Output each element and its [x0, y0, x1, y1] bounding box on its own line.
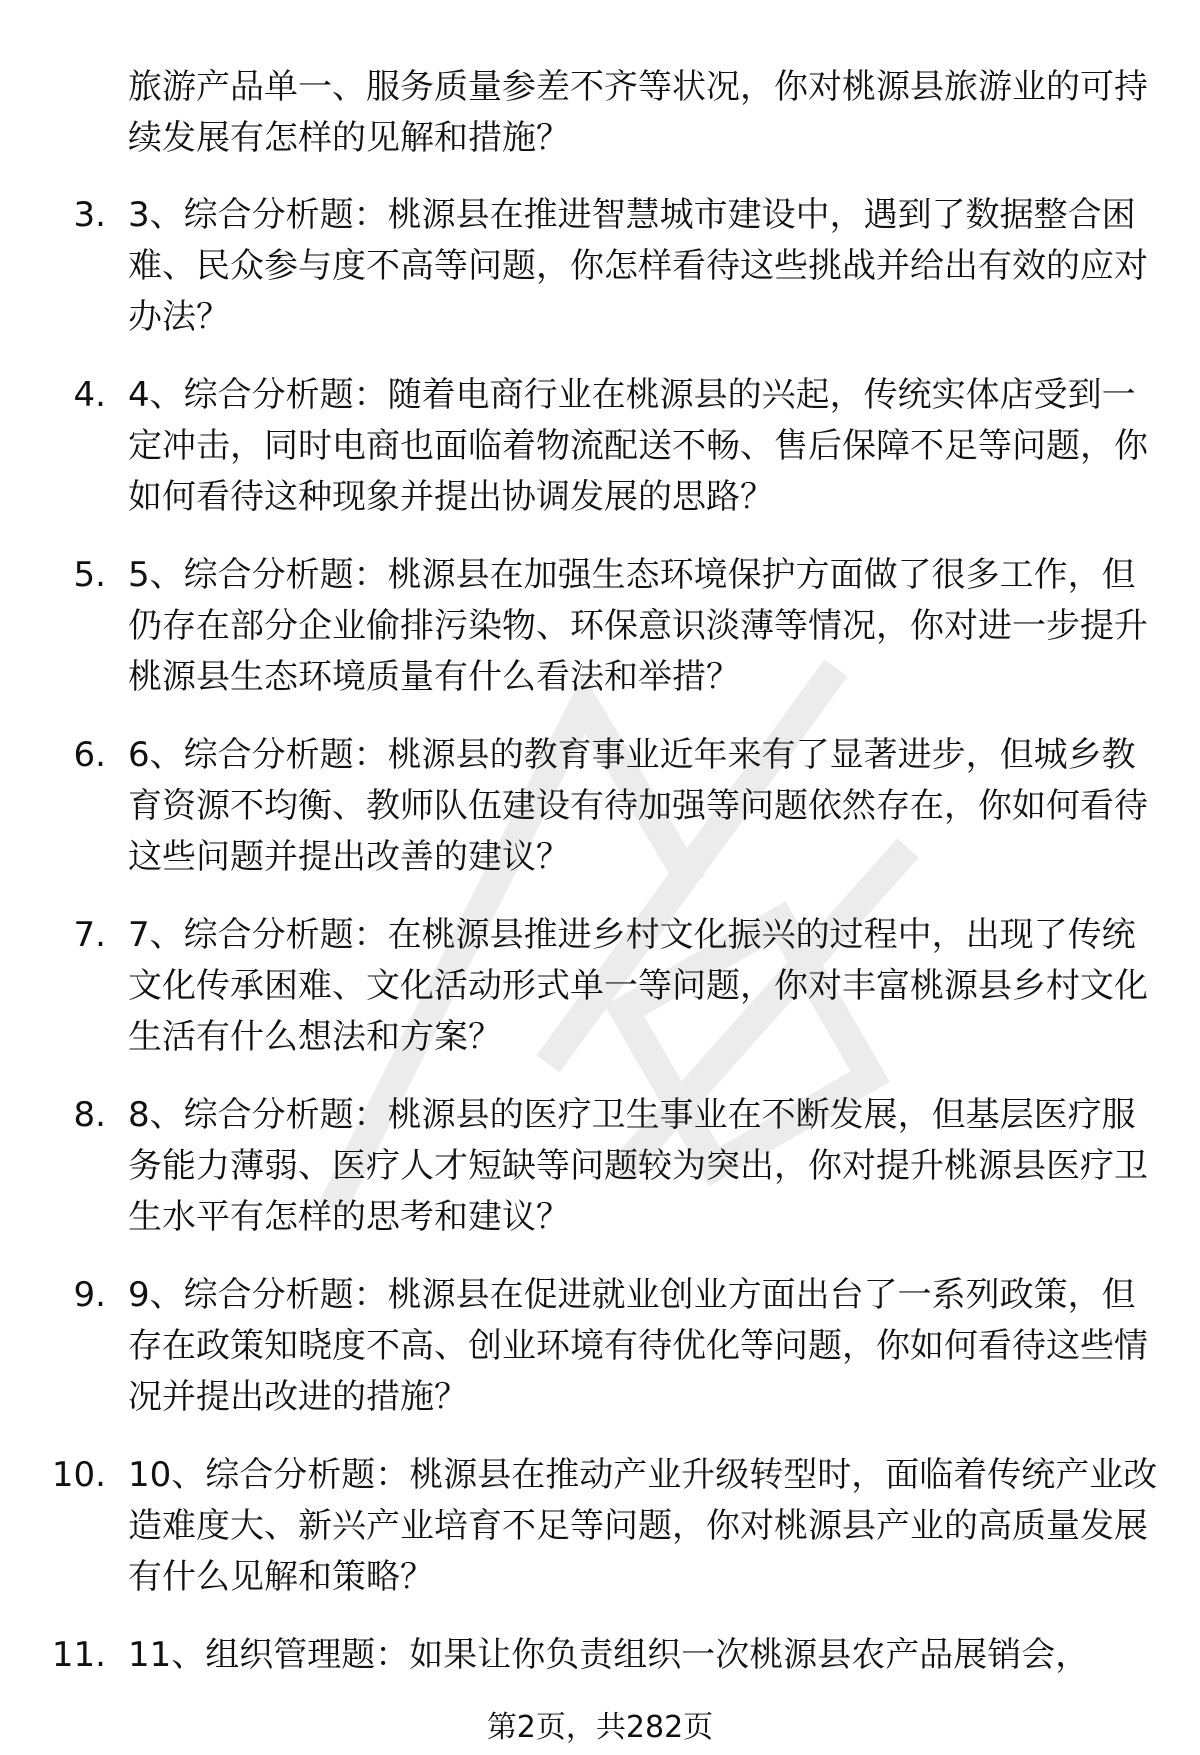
list-item-text: 7、综合分析题：在桃源县推进乡村文化振兴的过程中，出现了传统文化传承困难、文化活动形式单一等问题，你对丰富桃源县乡村文化生活有什么想法和方案？ — [128, 915, 1148, 1057]
list-item-number: 7. — [73, 915, 106, 955]
list-item — [0, 730, 1200, 883]
list-item — [0, 1630, 1200, 1681]
list-item-text: 3、综合分析题：桃源县在推进智慧城市建设中，遇到了数据整合困难、民众参与度不高等问题，你怎样看待这些挑战并给出有效的应对办法？ — [128, 195, 1148, 337]
list-item-text: 8、综合分析题：桃源县的医疗卫生事业在不断发展，但基层医疗服务能力薄弱、医疗人才短缺等问题较为突出，你对提升桃源县医疗卫生水平有怎样的思考和建议？ — [128, 1095, 1148, 1237]
list-item-text: 11、组织管理题：如果让你负责组织一次桃源县农产品展销会， — [128, 1635, 1090, 1675]
question-list — [0, 190, 1200, 1708]
list-item — [0, 910, 1200, 1063]
list-item-number: 10. — [51, 1455, 106, 1495]
list-item — [0, 190, 1200, 343]
list-item — [0, 1450, 1200, 1603]
list-item-number: 8. — [73, 1095, 106, 1135]
list-item-number: 9. — [73, 1275, 106, 1315]
list-item-number: 6. — [73, 735, 106, 775]
list-item — [0, 370, 1200, 523]
list-item-text: 6、综合分析题：桃源县的教育事业近年来有了显著进步，但城乡教育资源不均衡、教师队伍建设有待加强等问题依然存在，你如何看待这些问题并提出改善的建议？ — [128, 735, 1148, 877]
list-item-number: 5. — [73, 555, 106, 595]
list-item-number: 11. — [51, 1635, 106, 1675]
list-item-number: 3. — [73, 195, 106, 235]
list-item — [0, 1270, 1200, 1423]
list-item — [0, 1090, 1200, 1243]
list-item — [0, 550, 1200, 703]
list-item-text: 9、综合分析题：桃源县在促进就业创业方面出台了一系列政策，但存在政策知晓度不高、创业环境有待优化等问题，你如何看待这些情况并提出改进的措施？ — [128, 1275, 1148, 1417]
list-item-text: 4、综合分析题：随着电商行业在桃源县的兴起，传统实体店受到一定冲击，同时电商也面临着物流配送不畅、售后保障不足等问题，你如何看待这种现象并提出协调发展的思路？ — [128, 375, 1148, 517]
list-item-text: 5、综合分析题：桃源县在加强生态环境保护方面做了很多工作，但仍存在部分企业偷排污染物、环保意识淡薄等情况，你对进一步提升桃源县生态环境质量有什么看法和举措？ — [128, 555, 1148, 697]
page-footer: 第2页，共282页 — [486, 1710, 714, 1745]
list-item-text: 10、综合分析题：桃源县在推动产业升级转型时，面临着传统产业改造难度大、新兴产业培育不足等问题，你对桃源县产业的高质量发展有什么见解和策略？ — [128, 1455, 1158, 1597]
list-item-number: 4. — [73, 375, 106, 415]
continued-question-text: 旅游产品单一、服务质量参差不齐等状况，你对桃源县旅游业的可持续发展有怎样的见解和措施？ — [128, 67, 1148, 158]
